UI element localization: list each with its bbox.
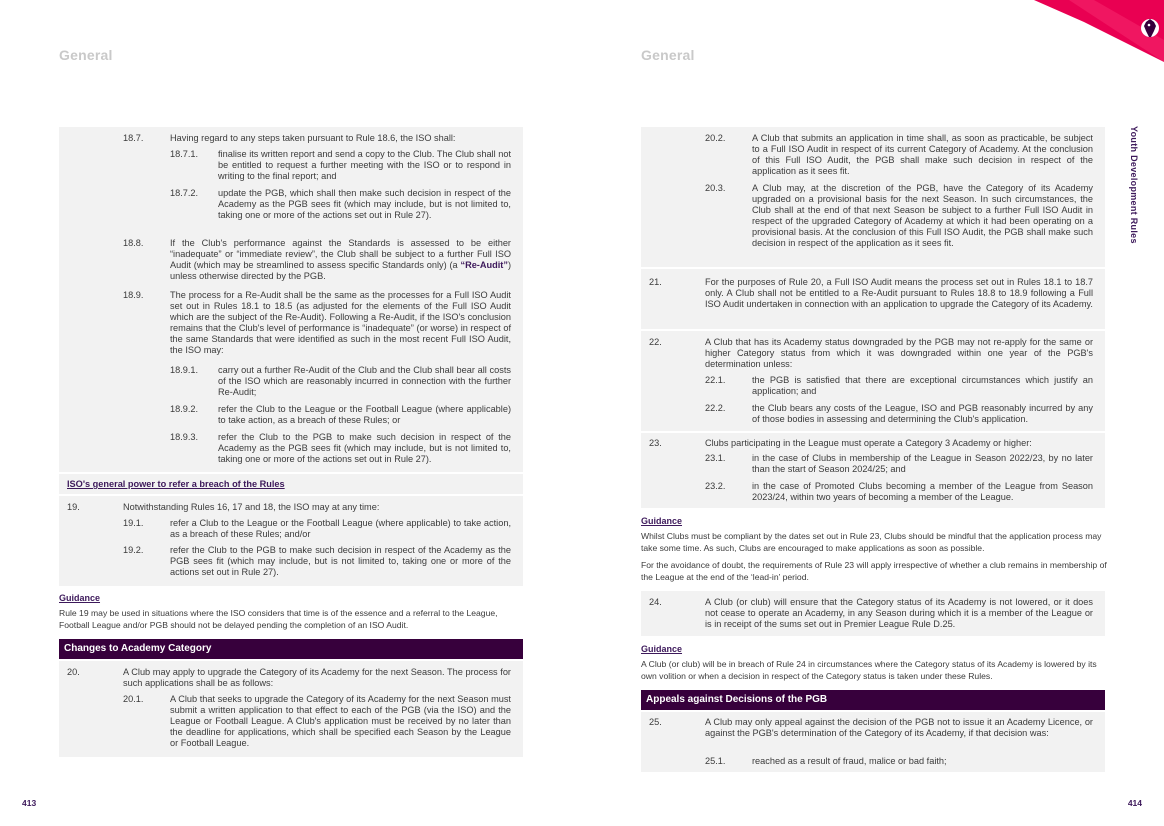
rule-23-2 bbox=[705, 481, 1093, 503]
guidance-title: Guidance bbox=[59, 593, 101, 603]
page-number: 413 bbox=[22, 798, 37, 808]
rule-text: update the PGB, which shall then make such decision in respect of the Academy as the PGB sees fit (which may include, but is not limited to, taking one or more of the actions set out in Rule 27). bbox=[218, 188, 511, 221]
rule-19-2 bbox=[123, 545, 511, 578]
rule-number: 24. bbox=[649, 597, 662, 607]
rule-18-7 bbox=[123, 133, 515, 144]
rule-text: A Club may, at the discretion of the PGB, have the Category of its Academy upgraded on a provisional basis for the next Season. In such circumstances, the Club shall at the end of that next Season be subject to a further Full ISO Audit in respect of the upgraded Category of Academy at which it had been operating on a provisional basis. At the conclusion of this Full ISO Audit, the PGB shall make such decision in respect of the application as it sees fit. bbox=[752, 183, 1093, 249]
rule-18-9-1 bbox=[170, 365, 511, 398]
defined-term: “Re-Audit” bbox=[460, 260, 508, 271]
rule-19 bbox=[67, 502, 511, 513]
rule-18-9 bbox=[123, 290, 511, 356]
corner-decoration bbox=[1014, 0, 1164, 70]
iso-heading: ISO's general power to refer a breach of the Rules bbox=[67, 479, 285, 489]
rule-number: 19.2. bbox=[123, 545, 144, 555]
rule-22 bbox=[649, 337, 1093, 370]
rule-number: 18.7.2. bbox=[170, 188, 199, 198]
rule-23 bbox=[649, 438, 1093, 449]
rule-text: carry out a further Re-Audit of the Club and the Club shall bear all costs of the ISO which are reasonably incurred in connection with the further Re-Audit; bbox=[218, 365, 511, 398]
rule-20-1 bbox=[123, 694, 511, 749]
rule-18-9-2 bbox=[170, 404, 511, 426]
rule-number: 23.1. bbox=[705, 453, 726, 463]
rule-number: 20. bbox=[67, 667, 80, 677]
rule-18-8 bbox=[123, 238, 511, 282]
rule-number: 25.1. bbox=[705, 756, 726, 766]
rule-text: A Club that has its Academy status downgraded by the PGB may not re-apply for the same or higher Category status from which it was downgraded within one year of the PGB's determination unless: bbox=[705, 337, 1093, 370]
section-bar: Appeals against Decisions of the PGB bbox=[641, 690, 1105, 710]
rule-20-cont-box bbox=[641, 127, 1105, 267]
rule-number: 23. bbox=[649, 438, 662, 448]
guidance-text: A Club (or club) will be in breach of Rule 24 in circumstances where the Category status of its Academy is lowered by its own volition or when a decision in respect of the Category status is taken under these Rules. bbox=[641, 659, 1097, 681]
rule-text: A Club (or club) will ensure that the Category status of its Academy is not lowered, or it does not cease to operate an Academy, in any Season during which it is a member of the League or is in receipt of the sums set out in Premier League Rule D.25. bbox=[705, 597, 1093, 630]
guidance-title: Guidance bbox=[641, 644, 683, 654]
rule-23-1 bbox=[705, 453, 1093, 475]
rule-18-7-1 bbox=[170, 149, 511, 182]
rule-text: For the purposes of Rule 20, a Full ISO Audit means the process set out in Rules 18.1 to 18.7 only. A Club shall not be entitled to a Re-Audit pursuant to Rules 18.8 to 18.9 following a Full ISO Audit undertaken in connection with an application to upgrade the Category of its Academy. bbox=[705, 277, 1093, 310]
guidance-text: For the avoidance of doubt, the requirements of Rule 23 will apply irrespective of whether a club remains in membership of the League at the end of the ‘lead-in’ period. bbox=[641, 560, 1107, 582]
rule-21-box bbox=[641, 269, 1105, 329]
rule-text: A Club that submits an application in time shall, as soon as practicable, be subject to a Full ISO Audit in respect of its current Category of Academy. At the conclusion of this Full ISO Audit, the PGB shall make such decision in respect of the application as it sees fit. bbox=[752, 133, 1093, 177]
rule-number: 23.2. bbox=[705, 481, 726, 491]
rule-number: 25. bbox=[649, 717, 662, 727]
rule-20 bbox=[67, 667, 511, 689]
rule-22-box bbox=[641, 331, 1105, 431]
rule-19-1 bbox=[123, 518, 511, 540]
rule-21 bbox=[649, 277, 1093, 310]
rule-text: The process for a Re-Audit shall be the same as the processes for a Full ISO Audit set out in Rules 18.1 to 18.5 (as adjusted for the elements of the Full ISO Audit which are the subject of the Re-Audit). Following a Re-Audit, if the ISO's conclusion remains that the Club's level of performance is “inadequate” (or worse) in respect of the same Standards that were identified as such in the most recent Full ISO Audit, the ISO may: bbox=[170, 290, 511, 356]
rule-number: 18.9. bbox=[123, 290, 144, 300]
rule-number: 22. bbox=[649, 337, 662, 347]
rule-text-part: If the Club's performance against the Standards is assessed to be either “inadequate” or “immediate review”, the Club shall be subject to a further Full ISO Audit (which may be streamlined to assess specific Standards only) (a bbox=[170, 238, 511, 271]
rule-20-2 bbox=[705, 133, 1093, 177]
rule-text: A Club may apply to upgrade the Category of its Academy for the next Season. The process for such applications shall be as follows: bbox=[123, 667, 511, 689]
rule-text: Having regard to any steps taken pursuant to Rule 18.6, the ISO shall: bbox=[170, 133, 456, 143]
rule-text: refer the Club to the League or the Football League (where applicable) to take action, as a breach of these Rules; or bbox=[218, 404, 511, 426]
rule-20-box bbox=[59, 661, 523, 757]
rule-number: 20.2. bbox=[705, 133, 726, 143]
rule-22-2 bbox=[705, 403, 1093, 425]
rule-number: 18.7.1. bbox=[170, 149, 199, 159]
rule-text: finalise its written report and send a copy to the Club. The Club shall not be entitled to request a further meeting with the ISO or to respond in writing to the final report; and bbox=[218, 149, 511, 182]
rule-text bbox=[170, 238, 511, 282]
vertical-title: Youth Development Rules bbox=[1128, 126, 1139, 244]
rule-text: in the case of Clubs in membership of the League in Season 2022/23, by no later than the start of Season 2024/25; and bbox=[752, 453, 1093, 475]
rule-text: in the case of Promoted Clubs becoming a member of the League from Season 2023/24, within two years of becoming a member of the League. bbox=[752, 481, 1093, 503]
rule-number: 18.9.2. bbox=[170, 404, 199, 414]
rule-22-1 bbox=[705, 375, 1093, 397]
rule-number: 20.1. bbox=[123, 694, 144, 704]
rule-text-part: ) unless otherwise directed by the PGB. bbox=[170, 260, 511, 282]
rule-25 bbox=[649, 717, 1093, 739]
guidance-title: Guidance bbox=[641, 516, 683, 526]
rule-number: 19. bbox=[67, 502, 80, 512]
rule-number: 22.2. bbox=[705, 403, 726, 413]
section-bar: Changes to Academy Category bbox=[59, 639, 523, 659]
lion-crest-icon bbox=[1141, 19, 1159, 37]
section-title: General bbox=[641, 47, 695, 63]
rule-18-7-2 bbox=[170, 188, 511, 221]
rule-text: refer a Club to the League or the Football League (where applicable) to take action, as a breach of these Rules; and/or bbox=[170, 518, 511, 540]
rule-25-1 bbox=[705, 756, 1093, 767]
rule-text: the PGB is satisfied that there are exceptional circumstances which justify an application; and bbox=[752, 375, 1093, 397]
rule-18-box bbox=[59, 127, 523, 472]
rule-number: 18.9.3. bbox=[170, 432, 199, 442]
rule-text: Notwithstanding Rules 16, 17 and 18, the ISO may at any time: bbox=[123, 502, 380, 512]
rule-number: 19.1. bbox=[123, 518, 144, 528]
rule-24 bbox=[649, 597, 1093, 630]
rule-19-box bbox=[59, 496, 523, 586]
rule-text: reached as a result of fraud, malice or bad faith; bbox=[752, 756, 947, 766]
rule-number: 18.8. bbox=[123, 238, 144, 248]
rule-20-3 bbox=[705, 183, 1093, 249]
rule-text: the Club bears any costs of the League, ISO and PGB reasonably incurred by any of those bodies in assessing and determining the Club's application. bbox=[752, 403, 1093, 425]
rule-18-9-3 bbox=[170, 432, 511, 465]
rule-text: A Club that seeks to upgrade the Category of its Academy for the next Season must submit a written application to that effect to each of the PGB (via the ISO) and the League or Football League. A Club's application must be received by no later than the deadline for applications, which shall be specified each Season by the League or Football League. bbox=[170, 694, 511, 749]
rule-text: Clubs participating in the League must operate a Category 3 Academy or higher: bbox=[705, 438, 1032, 448]
page-number: 414 bbox=[1127, 798, 1142, 808]
rule-text: refer the Club to the PGB to make such decision in respect of the Academy as the PGB sees fit (which may include, but is not limited to, taking one or more of the actions set out in Rule 27). bbox=[170, 545, 511, 578]
guidance-text: Rule 19 may be used in situations where the ISO considers that time is of the essence and a referral to the League, Football League and/or PGB should not be delayed pending the completion of an ISO Audit. bbox=[59, 608, 498, 630]
rule-25-box bbox=[641, 712, 1105, 772]
rule-number: 20.3. bbox=[705, 183, 726, 193]
iso-heading-box bbox=[59, 474, 523, 494]
rule-23-box bbox=[641, 433, 1105, 508]
rule-number: 18.9.1. bbox=[170, 365, 199, 375]
rule-24-box bbox=[641, 591, 1105, 636]
rule-text: A Club may only appeal against the decision of the PGB not to issue it an Academy Licence, or against the PGB's determination of the Category of its Academy, if that decision was: bbox=[705, 717, 1093, 739]
rule-number: 18.7. bbox=[123, 133, 144, 143]
guidance-text: Whilst Clubs must be compliant by the dates set out in Rule 23, Clubs should be mindful that the application process may take some time. As such, Clubs are encouraged to make applications as soon as possible. bbox=[641, 531, 1102, 553]
rule-number: 21. bbox=[649, 277, 662, 287]
section-title: General bbox=[59, 47, 113, 63]
rule-text: refer the Club to the PGB to make such decision in respect of the Academy as the PGB sees fit (which may include, but is not limited to, taking one or more of the actions set out in Rule 27). bbox=[218, 432, 511, 465]
rule-number: 22.1. bbox=[705, 375, 726, 385]
right-page bbox=[582, 0, 1164, 826]
